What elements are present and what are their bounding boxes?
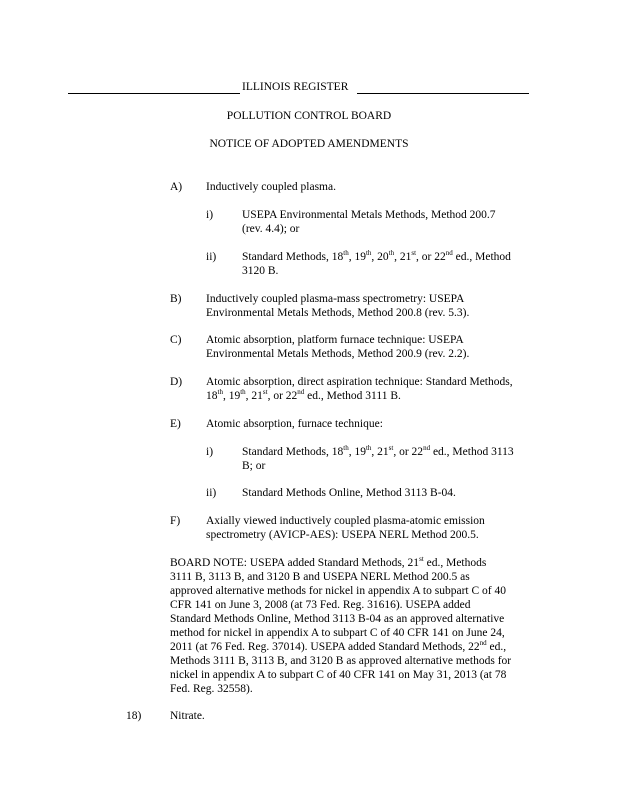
item-b-line2: Environmental Metals Methods, Method 200.8 (rev. 5.3). <box>206 307 470 319</box>
board-note-line: 3111 B, 3113 B, and 3120 B and USEPA NERL Method 200.5 as <box>170 571 470 583</box>
board-note-line: approved alternative methods for nickel in appendix A to subpart C of 40 <box>170 585 506 597</box>
item-e-ii-text: Standard Methods Online, Method 3113 B-04. <box>242 487 456 499</box>
item-a-i-label: i) <box>206 209 214 221</box>
item-e-ii-label: ii) <box>206 487 217 499</box>
item-a-ii-label: ii) <box>206 251 217 263</box>
item-b-line1: Inductively coupled plasma-mass spectrometry: USEPA <box>206 293 465 305</box>
item-c-line2: Environmental Metals Methods, Method 200.9 (rev. 2.2). <box>206 348 470 360</box>
board-note-line: CFR 141 on June 3, 2008 (at 73 Fed. Reg. 31616). USEPA added <box>170 599 471 611</box>
board-note-line: Standard Methods Online, Method 3113 B-04 as an approved alternative <box>170 613 505 625</box>
header-rule-right <box>357 93 529 94</box>
board-note-line: Methods 3111 B, 3113 B, and 3120 B as approved alternative methods for <box>170 655 512 667</box>
item-18-label: 18) <box>126 710 142 722</box>
item-f-label: F) <box>170 515 181 527</box>
item-a-ii-line2: 3120 B. <box>242 265 279 277</box>
header-rule-left <box>68 93 240 94</box>
item-a-i-line1: USEPA Environmental Metals Methods, Method 200.7 <box>242 209 496 221</box>
item-e-i-label: i) <box>206 446 214 458</box>
item-e-label: E) <box>170 418 181 430</box>
item-c-label: C) <box>170 334 182 346</box>
item-d-line1: Atomic absorption, direct aspiration technique: Standard Methods, <box>206 376 513 388</box>
item-a-ii-line1: Standard Methods, 18th, 19th, 20th, 21st, or 22nd ed., Method <box>242 249 511 263</box>
item-e-i-line1: Standard Methods, 18th, 19th, 21st, or 22nd ed., Method 3113 <box>242 444 514 458</box>
item-c-line1: Atomic absorption, platform furnace technique: USEPA <box>206 334 464 346</box>
item-b-label: B) <box>170 293 182 305</box>
item-a-text: Inductively coupled plasma. <box>206 181 336 193</box>
board-note-line: BOARD NOTE: USEPA added Standard Methods, 21st ed., Methods <box>170 555 487 569</box>
item-e-text: Atomic absorption, furnace technique: <box>206 418 383 430</box>
notice-title: NOTICE OF ADOPTED AMENDMENTS <box>209 138 409 150</box>
item-a-i-line2: (rev. 4.4); or <box>242 223 300 235</box>
board-note-line: 2011 (at 76 Fed. Reg. 37014). USEPA added Standard Methods, 22nd ed., <box>170 639 507 653</box>
board-note-line: nickel in appendix A to subpart C of 40 CFR 141 on May 31, 2013 (at 78 <box>170 669 507 681</box>
item-d-line2: 18th, 19th, 21st, or 22nd ed., Method 3111 B. <box>206 388 401 402</box>
item-a-label: A) <box>170 181 183 193</box>
board-note-line: Fed. Reg. 32558). <box>170 683 253 695</box>
item-18-text: Nitrate. <box>170 710 205 722</box>
agency-title: POLLUTION CONTROL BOARD <box>226 110 392 122</box>
item-e-i-line2: B; or <box>242 460 266 472</box>
item-f-line2: spectrometry (AVICP-AES): USEPA NERL Method 200.5. <box>206 529 479 541</box>
register-title: ILLINOIS REGISTER <box>242 81 349 93</box>
board-note-line: method for nickel in appendix A to subpart C of 40 CFR 141 on June 24, <box>170 627 505 639</box>
item-f-line1: Axially viewed inductively coupled plasma-atomic emission <box>206 515 485 527</box>
item-d-label: D) <box>170 376 183 388</box>
